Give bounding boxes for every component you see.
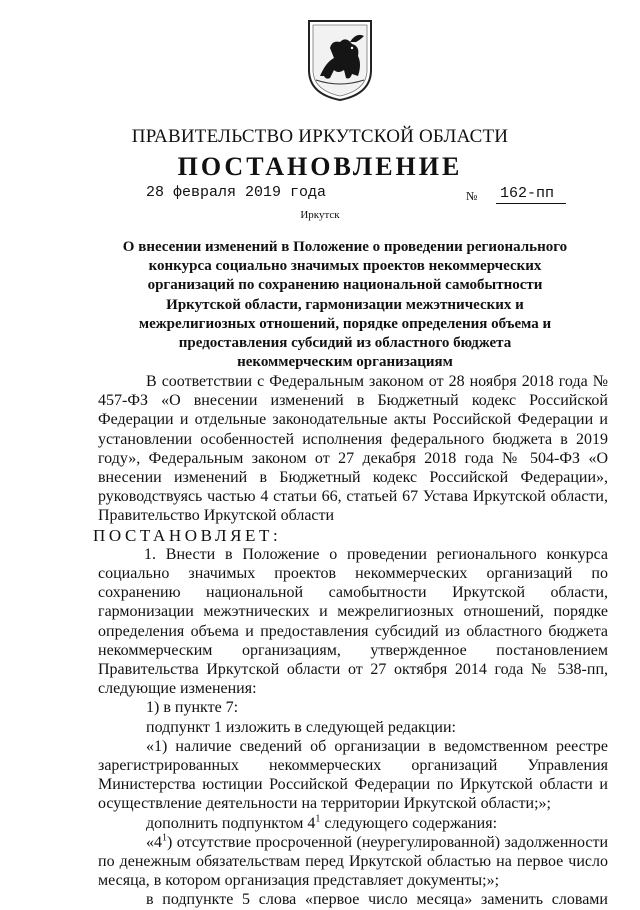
- number-label: №: [466, 189, 478, 203]
- document-body: [93, 372, 608, 910]
- subitem-1-a: подпункт 1 изложить в следующей редакции:: [146, 718, 456, 736]
- preamble-paragraph: В соответствии с Федеральным законом от 28 ноября 2018 года № 457-ФЗ «О внесении изменений в Бюджетный кодекс Российской Федерации и отдельные законодательные акты Российской Федерации и установлении особенностей исполнения федерального бюджета в 2019 году», Федеральным законом от 27 декабря 2018 года № 504-ФЗ «О внесении изменений в Бюджетный кодекс Российской Федерации», руководствуясь частью 4 статьи 66, статьей 67 Устава Иркутской области, Правительство Иркутской области: [98, 373, 608, 525]
- subitem-1-b-text: дополнить подпунктом 4: [146, 814, 316, 832]
- city-name: Иркутск: [300, 209, 340, 221]
- quote-1-paragraph: «1) наличие сведений об организации в ведомственном реестре зарегистрированных некоммерческих организаций Управления Министерства юстиции Российской Федерации по Иркутской области и осуществление деятельности на территории Иркутской области;»;: [98, 737, 608, 813]
- item-1-paragraph: 1. Внести в Положение о проведении регионального конкурса социально значимых проектов некоммерческих организаций по сохранению национальной самобытности Иркутской области, гармонизации межэтнических и межрелигиозных отношений, порядке определения объема и предоставления субсидий из областного бюджета некоммерческим организациям, утвержденное постановлением Правительства Иркутской области от 27 октября 2014 года № 538-пп, следующие изменения:: [98, 545, 608, 698]
- document-heading: О внесении изменений в Положение о проведении регионального конкурса социально значимых проектов некоммерческих организаций по сохранению национальной самобытности Иркутской области, гармонизации межэтнических и межрелигиозных отношений, порядке определения объема и предоставления субсидий из областного бюджета некоммерческим организациям: [122, 239, 568, 371]
- quote-2-paragraph: [98, 833, 608, 891]
- quote-2-superscript: 1: [162, 832, 167, 844]
- subitem-1-b-tail: следующего содержания:: [320, 814, 498, 832]
- document-number: 162-пп: [496, 185, 566, 204]
- last-paragraph: в подпункте 5 слова «первое число месяца» заменить словами: [146, 891, 608, 909]
- document-date: 28 февраля 2019 года: [146, 184, 327, 201]
- superscript: 1: [315, 813, 321, 825]
- government-name: ПРАВИТЕЛЬСТВО ИРКУТСКОЙ ОБЛАСТИ: [131, 126, 509, 147]
- quote-2-start: «4: [146, 833, 162, 851]
- subitem-1: 1) в пункте 7:: [146, 699, 239, 717]
- resolves-word: ПОСТАНОВЛЯЕТ:: [93, 525, 282, 545]
- subitem-1-b: [98, 814, 608, 833]
- quote-2-text: ) отсутствие просроченной (неурегулированной) задолженности по денежным обязательствам перед Иркутской областью на первое число месяца, в котором организация представляет документы;»;: [98, 833, 608, 890]
- document-type-title: ПОСТАНОВЛЕНИЕ: [177, 152, 463, 181]
- irkutsk-coat-of-arms-icon: [306, 18, 374, 102]
